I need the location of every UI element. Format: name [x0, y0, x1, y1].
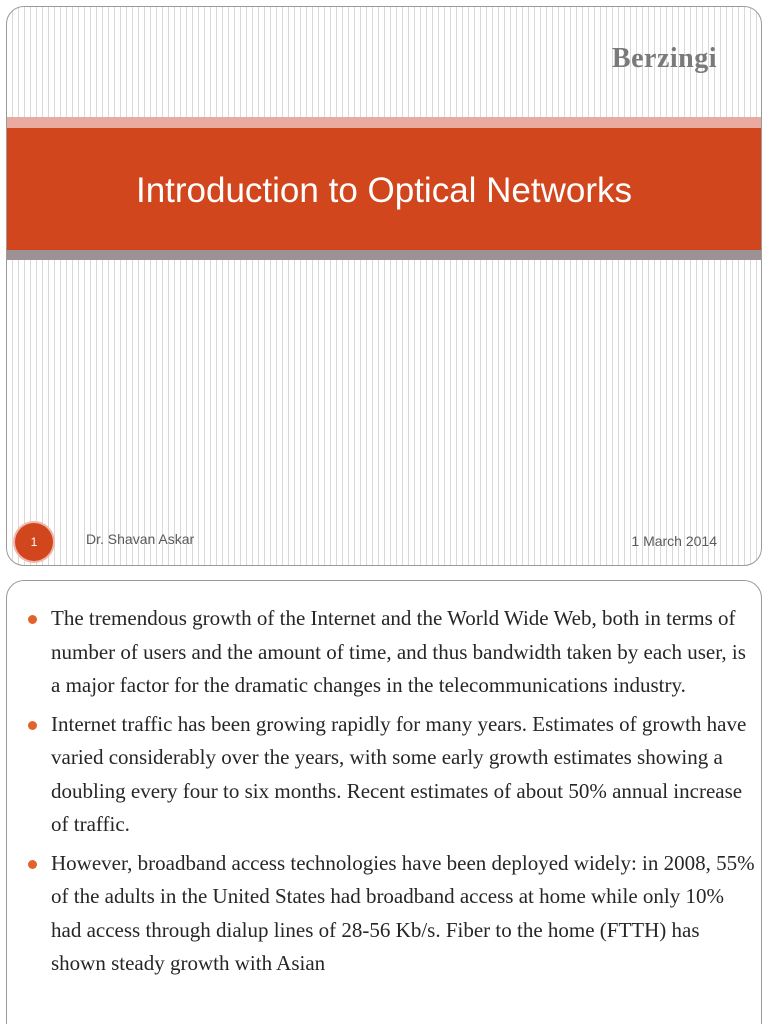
- title-band: [7, 128, 761, 250]
- bullet-text: However, broadband access technologies have been deployed widely: in 2008, 55% of the adults in the United States had broadband access at home while only 10% had access through dialup lines of 28-56 Kb/s. Fiber to the home (FTTH) has shown steady growth with Asian: [51, 850, 755, 975]
- bullet-list: [7, 602, 761, 986]
- bullet-dot-icon: [28, 860, 37, 869]
- bullet-dot-icon: [28, 721, 37, 730]
- author-name: Dr. Shavan Askar: [86, 531, 195, 547]
- bullet-item: [7, 708, 761, 842]
- content-slide: [6, 580, 762, 1024]
- accent-strip-bottom: [7, 250, 761, 260]
- slide-title: Introduction to Optical Networks: [135, 171, 633, 210]
- bullet-dot-icon: [28, 615, 37, 624]
- bullet-text: Internet traffic has been growing rapidly for many years. Estimates of growth have varied considerably over the years, with some early growth estimates showing a doubling every four to six months. Recent estimates of about 50% annual increase of traffic.: [51, 711, 747, 836]
- accent-strip-top: [7, 117, 761, 128]
- slide-number-badge: 1: [15, 523, 53, 561]
- title-slide: [6, 6, 762, 566]
- bullet-item: [7, 847, 761, 981]
- presentation-date: 1 March 2014: [631, 533, 717, 549]
- bullet-item: [7, 602, 761, 703]
- brand-logo-text: Berzingi: [611, 43, 717, 74]
- bullet-text: The tremendous growth of the Internet and the World Wide Web, both in terms of number of users and the amount of time, and thus bandwidth taken by each user, is a major factor for the dramatic changes in the telecommunications industry.: [51, 606, 746, 697]
